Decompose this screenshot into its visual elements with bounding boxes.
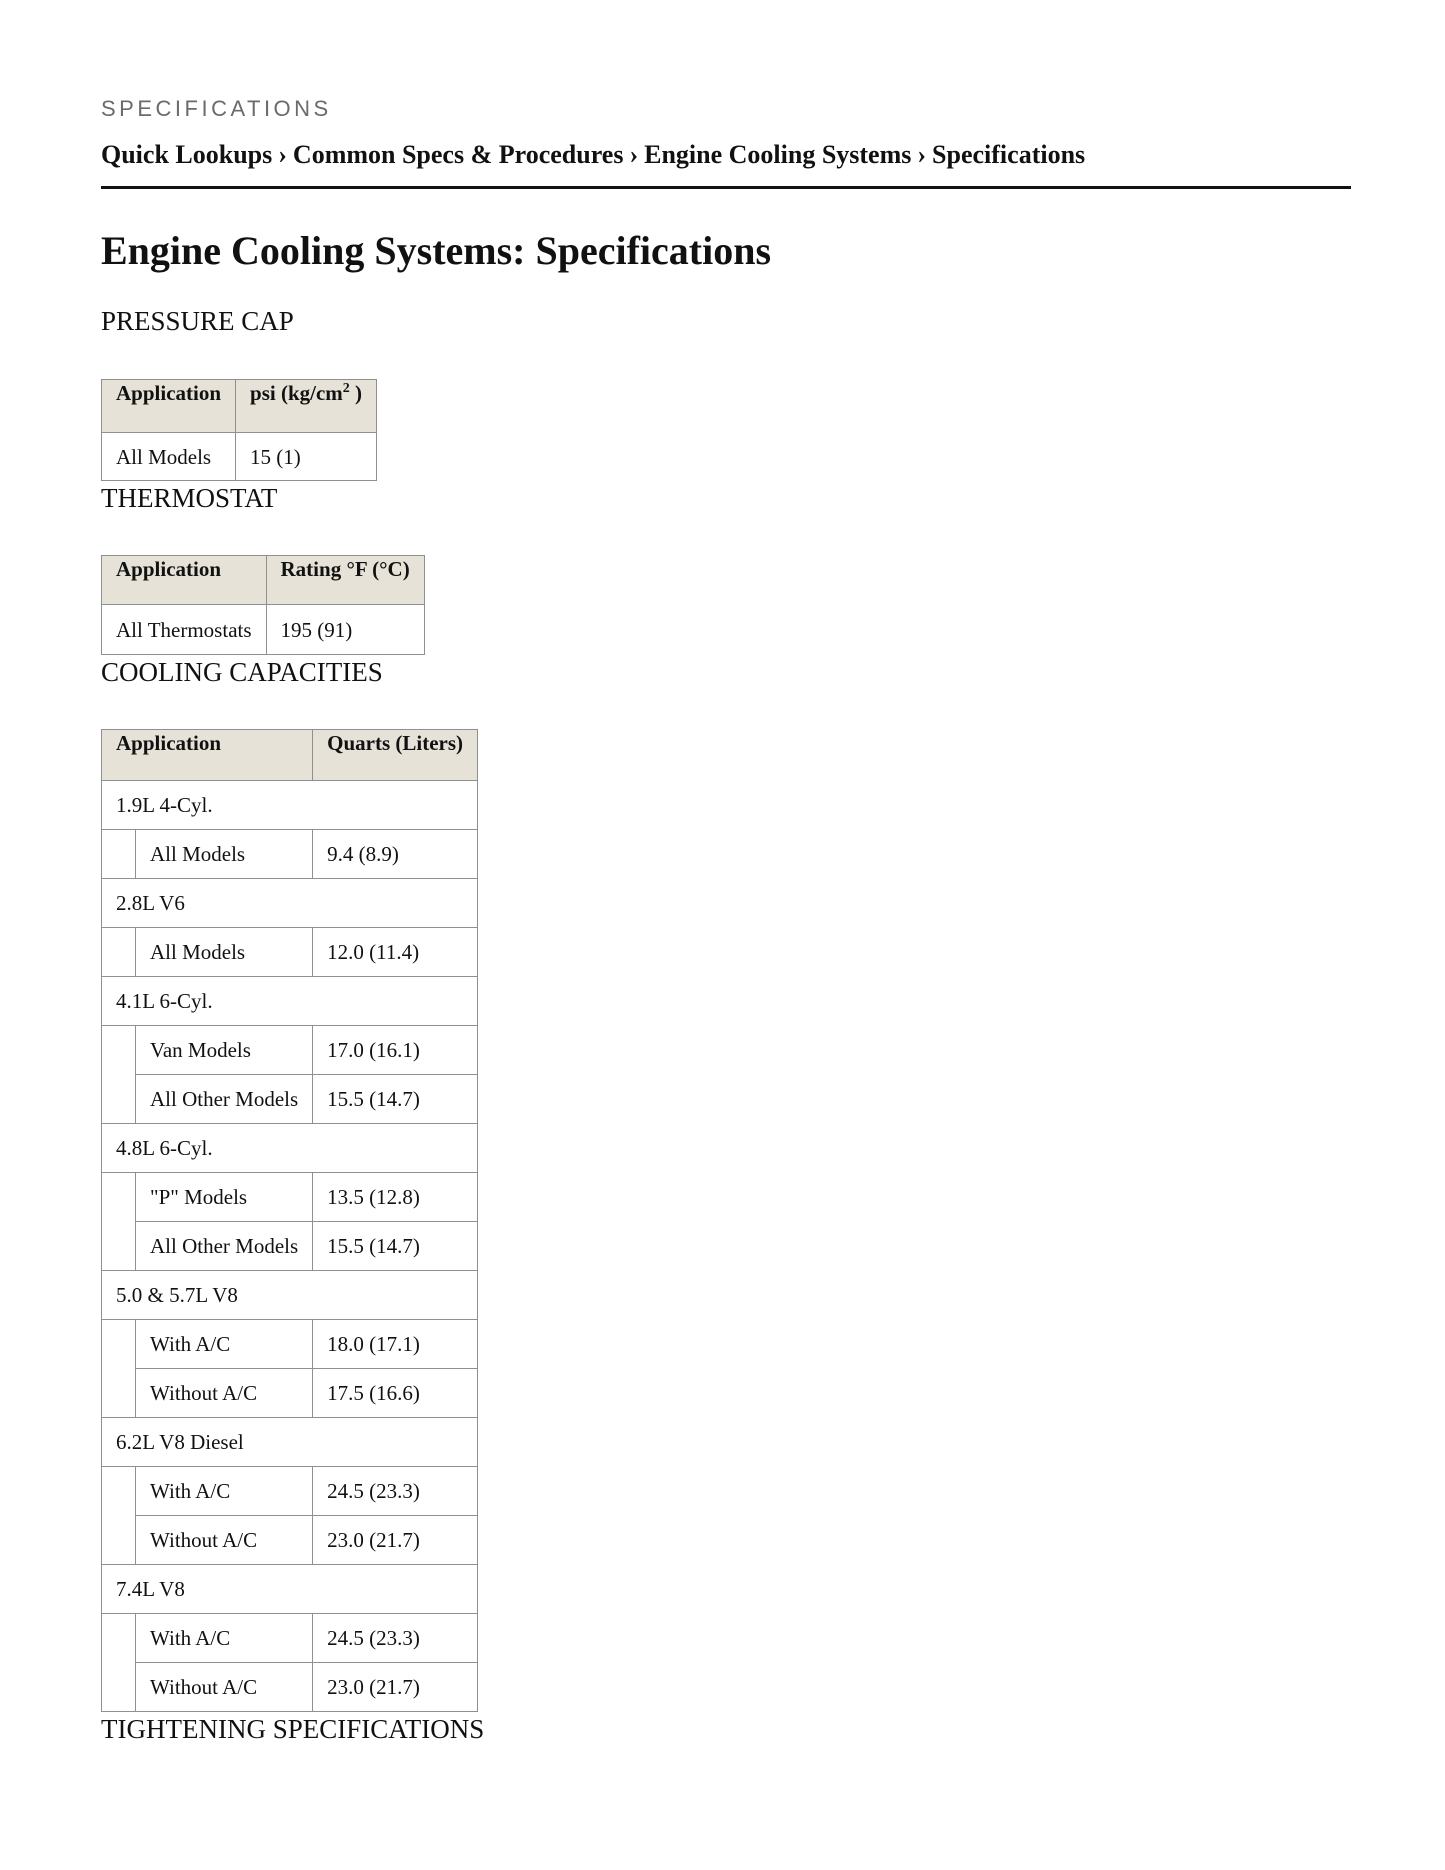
table-row: [102, 830, 478, 879]
engine-cell: 4.8L 6-Cyl.: [102, 1124, 478, 1173]
breadcrumb-separator: ›: [629, 140, 639, 169]
engine-group-row: [102, 1418, 478, 1467]
value-cell: 15.5 (14.7): [313, 1222, 478, 1271]
value-cell: 9.4 (8.9): [313, 830, 478, 879]
indent-cell: [102, 1320, 136, 1418]
value-cell: 23.0 (21.7): [313, 1663, 478, 1712]
column-header-application: Application: [102, 730, 313, 781]
table-row: [102, 433, 377, 481]
engine-cell: 5.0 & 5.7L V8: [102, 1271, 478, 1320]
application-cell: Without A/C: [136, 1369, 313, 1418]
indent-cell: [102, 1026, 136, 1124]
pressure-cap-table: [101, 379, 377, 481]
engine-group-row: [102, 1124, 478, 1173]
thermostat-table: [101, 555, 425, 655]
indent-cell: [102, 1614, 136, 1712]
value-cell: 17.0 (16.1): [313, 1026, 478, 1075]
indent-cell: [102, 1467, 136, 1565]
application-cell: All Other Models: [136, 1222, 313, 1271]
pressure-cap-heading: PRESSURE CAP: [101, 306, 294, 336]
application-cell: Without A/C: [136, 1663, 313, 1712]
value-cell: 13.5 (12.8): [313, 1173, 478, 1222]
indent-cell: [102, 928, 136, 977]
application-cell: With A/C: [136, 1467, 313, 1516]
cooling-capacities-heading: COOLING CAPACITIES: [101, 657, 383, 687]
table-row: [102, 1222, 478, 1271]
breadcrumb: [101, 139, 1351, 189]
table-header-row: [102, 730, 478, 781]
value-cell: 17.5 (16.6): [313, 1369, 478, 1418]
breadcrumb-separator: ›: [278, 140, 287, 169]
table-header-row: [102, 556, 425, 605]
application-cell: All Thermostats: [102, 605, 267, 655]
value-cell: 195 (91): [266, 605, 424, 655]
value-cell: 23.0 (21.7): [313, 1516, 478, 1565]
table-row: [102, 1467, 478, 1516]
indent-cell: [102, 1173, 136, 1271]
value-cell: 12.0 (11.4): [313, 928, 478, 977]
column-header-application: Application: [102, 556, 267, 605]
application-cell: With A/C: [136, 1614, 313, 1663]
indent-cell: [102, 830, 136, 879]
column-header-quarts: Quarts (Liters): [313, 730, 478, 781]
application-cell: "P" Models: [136, 1173, 313, 1222]
page-title: Engine Cooling Systems: Specifications: [101, 228, 772, 273]
value-cell: 24.5 (23.3): [313, 1614, 478, 1663]
engine-group-row: [102, 781, 478, 830]
value-cell: 18.0 (17.1): [313, 1320, 478, 1369]
engine-cell: 7.4L V8: [102, 1565, 478, 1614]
table-row: [102, 1516, 478, 1565]
engine-cell: 2.8L V6: [102, 879, 478, 928]
engine-group-row: [102, 879, 478, 928]
application-cell: All Models: [136, 928, 313, 977]
table-row: [102, 1320, 478, 1369]
spec-page: [101, 96, 1351, 1746]
engine-cell: 4.1L 6-Cyl.: [102, 977, 478, 1026]
psi-label: psi (kg/cm: [250, 381, 343, 405]
breadcrumb-specifications[interactable]: Specifications: [932, 140, 1086, 169]
breadcrumb-separator: ›: [917, 140, 927, 169]
psi-label-close: ): [349, 381, 363, 405]
value-cell: 15 (1): [236, 433, 377, 481]
engine-group-row: [102, 977, 478, 1026]
table-row: [102, 1075, 478, 1124]
application-cell: With A/C: [136, 1320, 313, 1369]
breadcrumb-engine-cooling[interactable]: Engine Cooling Systems: [644, 140, 912, 169]
table-row: [102, 1369, 478, 1418]
column-header-rating: Rating °F (°C): [266, 556, 424, 605]
application-cell: All Other Models: [136, 1075, 313, 1124]
engine-group-row: [102, 1271, 478, 1320]
table-row: [102, 1663, 478, 1712]
application-cell: Without A/C: [136, 1516, 313, 1565]
application-cell: Van Models: [136, 1026, 313, 1075]
table-row: [102, 1614, 478, 1663]
column-header-application: Application: [102, 380, 236, 433]
superscript-2: 2: [342, 381, 350, 396]
thermostat-heading: THERMOSTAT: [101, 483, 278, 513]
value-cell: 24.5 (23.3): [313, 1467, 478, 1516]
section-kicker: SPECIFICATIONS: [101, 96, 332, 121]
table-row: [102, 928, 478, 977]
application-cell: All Models: [136, 830, 313, 879]
breadcrumb-quick-lookups[interactable]: Quick Lookups: [101, 140, 273, 169]
table-header-row: [102, 380, 377, 433]
table-row: [102, 605, 425, 655]
application-cell: All Models: [102, 433, 236, 481]
cooling-capacities-table: [101, 729, 478, 1712]
engine-cell: 6.2L V8 Diesel: [102, 1418, 478, 1467]
engine-cell: 1.9L 4-Cyl.: [102, 781, 478, 830]
tightening-specifications-heading: TIGHTENING SPECIFICATIONS: [101, 1714, 485, 1744]
engine-group-row: [102, 1565, 478, 1614]
column-header-psi: [236, 380, 377, 433]
value-cell: 15.5 (14.7): [313, 1075, 478, 1124]
table-row: [102, 1173, 478, 1222]
table-row: [102, 1026, 478, 1075]
breadcrumb-common-specs[interactable]: Common Specs & Procedures: [292, 140, 624, 169]
